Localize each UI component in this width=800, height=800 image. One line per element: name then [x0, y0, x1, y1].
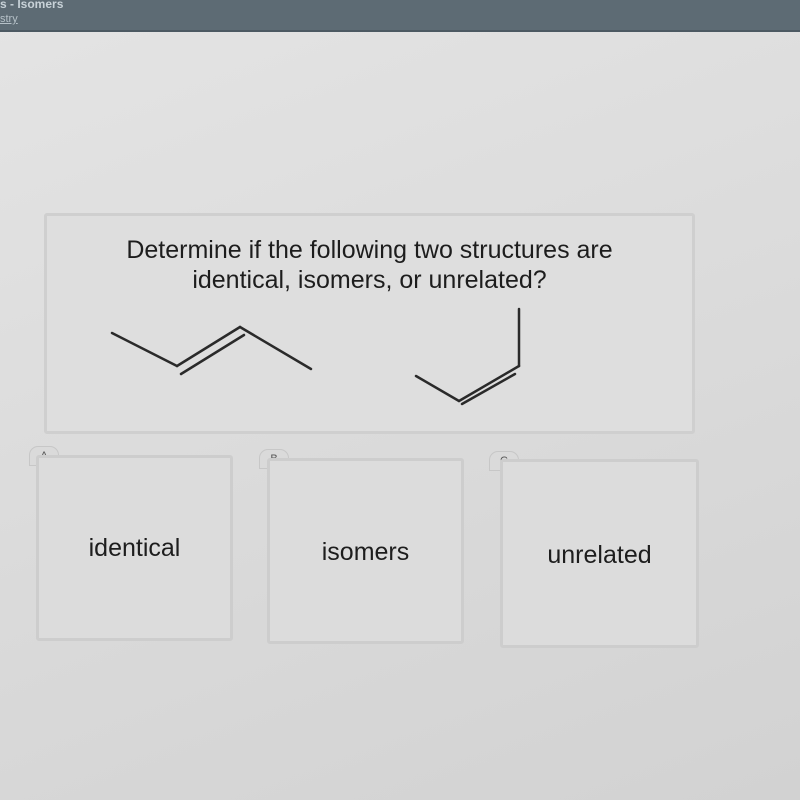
- choice-b-label: isomers: [321, 538, 410, 566]
- choice-c-card[interactable]: [500, 459, 699, 648]
- structure-cis-2-butene: [407, 304, 537, 409]
- choice-a-label: identical: [88, 534, 181, 562]
- question-text: [47, 235, 692, 295]
- choice-b-card[interactable]: [267, 458, 464, 644]
- choice-c-label: unrelated: [547, 541, 652, 569]
- top-bar: [0, 0, 800, 32]
- page-title: s - Isomers: [0, 0, 64, 11]
- structure-trans-2-butene: [107, 316, 317, 376]
- question-card: [44, 213, 695, 434]
- question-line-1: Determine if the following two structures are: [126, 236, 613, 264]
- choice-a-card[interactable]: [36, 455, 233, 641]
- question-line-2: identical, isomers, or unrelated?: [192, 266, 547, 294]
- course-link[interactable]: stry: [0, 13, 18, 25]
